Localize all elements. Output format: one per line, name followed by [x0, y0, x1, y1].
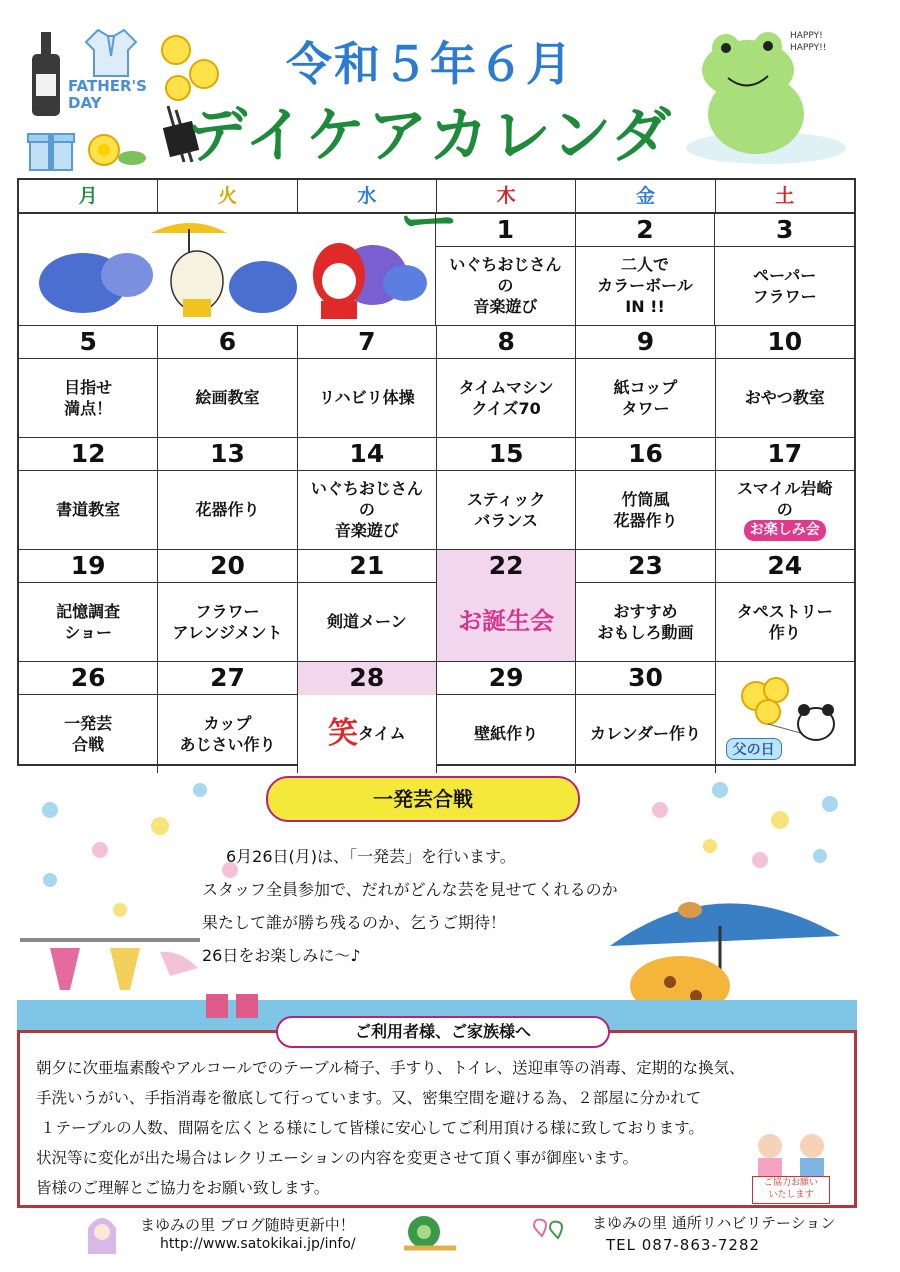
day-event-group	[718, 472, 852, 547]
day-event-group	[300, 696, 434, 771]
notice-line: 果たして誰が勝ち残るのか、乞うご期待！	[202, 913, 507, 932]
calendar-day	[437, 662, 576, 773]
calendar-day	[19, 438, 158, 549]
shirt-icon	[84, 26, 138, 78]
day-event: スマイル岩崎 の	[737, 479, 833, 519]
calendar-day	[576, 214, 716, 325]
family-notice-box	[17, 1030, 857, 1208]
day-event: カレンダー作り	[589, 724, 701, 743]
notice-line: 6月26日(月)は、「一発芸」を行います。	[226, 847, 516, 866]
boots-icon	[200, 990, 270, 1020]
weekday-thu: 木	[437, 180, 576, 212]
notice-line: スタッフ全員参加で、だれがどんな芸を見せてくれるのか	[202, 880, 618, 899]
day-event: ペーパー フラワー	[752, 265, 817, 306]
day-event: 竹筒風 花器作り	[613, 489, 678, 530]
day-number: 8	[437, 326, 575, 359]
day-number: 10	[716, 326, 854, 359]
fathers-day-badge: 父の日	[726, 738, 782, 760]
calendar-day	[716, 326, 854, 437]
calendar-week	[19, 550, 854, 662]
day-number: 27	[158, 662, 296, 695]
family-line: 手洗いうがい、手指消毒を徹底して行っています。又、密集空間を避ける為、２部屋に分かれて	[36, 1089, 702, 1107]
day-number: 29	[437, 662, 575, 695]
calendar-day	[576, 550, 715, 661]
calendar-day	[158, 662, 297, 773]
footer-org: まゆみの里 通所リハビリテーション	[592, 1214, 836, 1232]
weekday-sat: 土	[775, 185, 795, 207]
bottle-icon	[28, 30, 64, 120]
calendar-day	[436, 214, 576, 325]
laundry-hanger-icon	[20, 930, 220, 1010]
day-event: おやつ教室	[744, 388, 825, 407]
footer-tel: TEL 087-863-7282	[606, 1236, 761, 1254]
day-number: 20	[158, 550, 296, 583]
day-number: 13	[158, 438, 296, 471]
day-event: 記憶調査 ショー	[56, 601, 121, 642]
day-number: 17	[716, 438, 854, 471]
day-number: 23	[576, 550, 714, 583]
staff-couple-icon	[746, 1130, 836, 1180]
day-event: スティック バランス	[466, 489, 546, 530]
calendar-day	[716, 550, 854, 661]
day-number: 12	[19, 438, 157, 471]
fathers-day-text: FATHER'S DAY	[68, 77, 147, 112]
calendar-day	[576, 662, 715, 773]
day-number: 2	[576, 214, 715, 247]
calendar-week	[19, 214, 854, 326]
day-event: 花器作り	[195, 500, 260, 519]
day-event: 目指せ 満点！	[64, 377, 113, 418]
day-number: 28	[298, 662, 436, 695]
day-number: 3	[715, 214, 854, 247]
day-number: 16	[576, 438, 714, 471]
child-raincoat-icon	[82, 1208, 122, 1258]
yellow-rose-icon	[84, 128, 154, 174]
weekday-wed: 水	[298, 180, 437, 212]
calendar-day	[158, 550, 297, 661]
calendar-day	[19, 662, 158, 773]
birthday-event: お誕生会	[458, 607, 555, 635]
hydrangea-rain-icon	[21, 215, 431, 323]
day-event: カップ あじさい作り	[179, 713, 276, 754]
weekday-tue: 火	[158, 180, 297, 212]
calendar-day	[19, 326, 158, 437]
page-title-line2: デイケアカレンダー	[186, 101, 674, 257]
day-number: 21	[298, 550, 436, 583]
day-event: タイム	[357, 724, 406, 743]
cooperation-sign: ご協力お願い いたします	[752, 1176, 830, 1204]
day-number: 9	[576, 326, 714, 359]
laugh-char: 笑	[327, 716, 358, 751]
day-number: 5	[19, 326, 157, 359]
page-title-line1: 令和５年６月	[286, 37, 574, 91]
party-badge: お楽しみ会	[744, 520, 826, 541]
calendar-day	[158, 326, 297, 437]
family-heading: ご利用者様、ご家族様へ	[276, 1016, 610, 1048]
calendar-week	[19, 662, 854, 773]
family-line: 状況等に変化が出た場合はレクリエーションの内容を変更させて頂く事が御座います。	[36, 1149, 639, 1167]
family-line: 皆様のご理解とご協力をお願い致します。	[36, 1179, 330, 1197]
calendar-week	[19, 438, 854, 550]
day-event: 壁紙作り	[474, 724, 539, 743]
day-number: 1	[436, 214, 575, 247]
notice-text	[202, 840, 662, 972]
day-number: 22	[437, 550, 575, 583]
day-event: タペストリー 作り	[736, 601, 833, 642]
family-line: １テーブルの人数、間隔を広くとる様にして皆様に安心してご利用頂ける様に致しております。	[40, 1119, 704, 1137]
footer-blog: まゆみの里 ブログ随時更新中！	[140, 1216, 355, 1234]
calendar-day-laugh	[298, 662, 437, 773]
calendar-day-birthday	[437, 550, 576, 661]
day-event: 一発芸 合戦	[64, 713, 113, 754]
day-number: 24	[716, 550, 854, 583]
calendar-day	[298, 326, 437, 437]
day-event: 二人で カラーボール IN !!	[597, 255, 693, 316]
gift-icon	[26, 124, 76, 172]
snail-icon	[400, 1212, 460, 1252]
day-number: 6	[158, 326, 296, 359]
weekday-mon: 月	[19, 180, 158, 212]
day-number: 19	[19, 550, 157, 583]
day-event: フラワー アレンジメント	[172, 601, 283, 642]
calendar-week	[19, 326, 854, 438]
section-banner: 一発芸合戦	[266, 776, 580, 822]
day-event: 絵画教室	[195, 388, 260, 407]
frog-bubble-text: HAPPY! HAPPY!!	[790, 31, 827, 53]
weekday-fri: 金	[576, 180, 715, 212]
calendar-grid	[17, 178, 856, 766]
day-event: おすすめ おもしろ動画	[597, 601, 694, 642]
day-number: 7	[298, 326, 436, 359]
calendar-day	[298, 550, 437, 661]
calendar-day	[19, 550, 158, 661]
day-number: 30	[576, 662, 714, 695]
calendar-day	[715, 214, 854, 325]
day-event: 剣道メーン	[326, 612, 407, 631]
footer-url[interactable]: http://www.satokikai.jp/info/	[160, 1236, 356, 1252]
calendar-day	[158, 438, 297, 549]
day-number: 15	[437, 438, 575, 471]
calendar-day	[298, 438, 437, 549]
fathers-day-cell	[716, 662, 854, 773]
notice-line: 26日をお楽しみに～♪	[202, 946, 361, 965]
calendar-day	[437, 326, 576, 437]
day-number: 26	[19, 662, 157, 695]
day-event: タイムマシン クイズ70	[458, 377, 554, 418]
day-event: 書道教室	[56, 500, 121, 519]
day-event: 紙コップ タワー	[613, 377, 678, 418]
day-event: いぐちおじさん の 音楽遊び	[310, 479, 423, 540]
hydrangea-illustration-cell	[19, 214, 436, 325]
calendar-day	[576, 326, 715, 437]
calendar-day	[437, 438, 576, 549]
family-line: 朝夕に次亜塩素酸やアルコールでのテーブル椅子、手すり、トイレ、送迎車等の消毒、定期的な換気、	[36, 1059, 745, 1077]
weekday-header	[19, 180, 854, 214]
hearts-icon	[520, 1212, 580, 1252]
calendar-day	[576, 438, 715, 549]
day-event: リハビリ体操	[319, 388, 415, 407]
day-event: いぐちおじさん の 音楽遊び	[449, 255, 562, 316]
day-number: 14	[298, 438, 436, 471]
calendar-day	[716, 438, 854, 549]
